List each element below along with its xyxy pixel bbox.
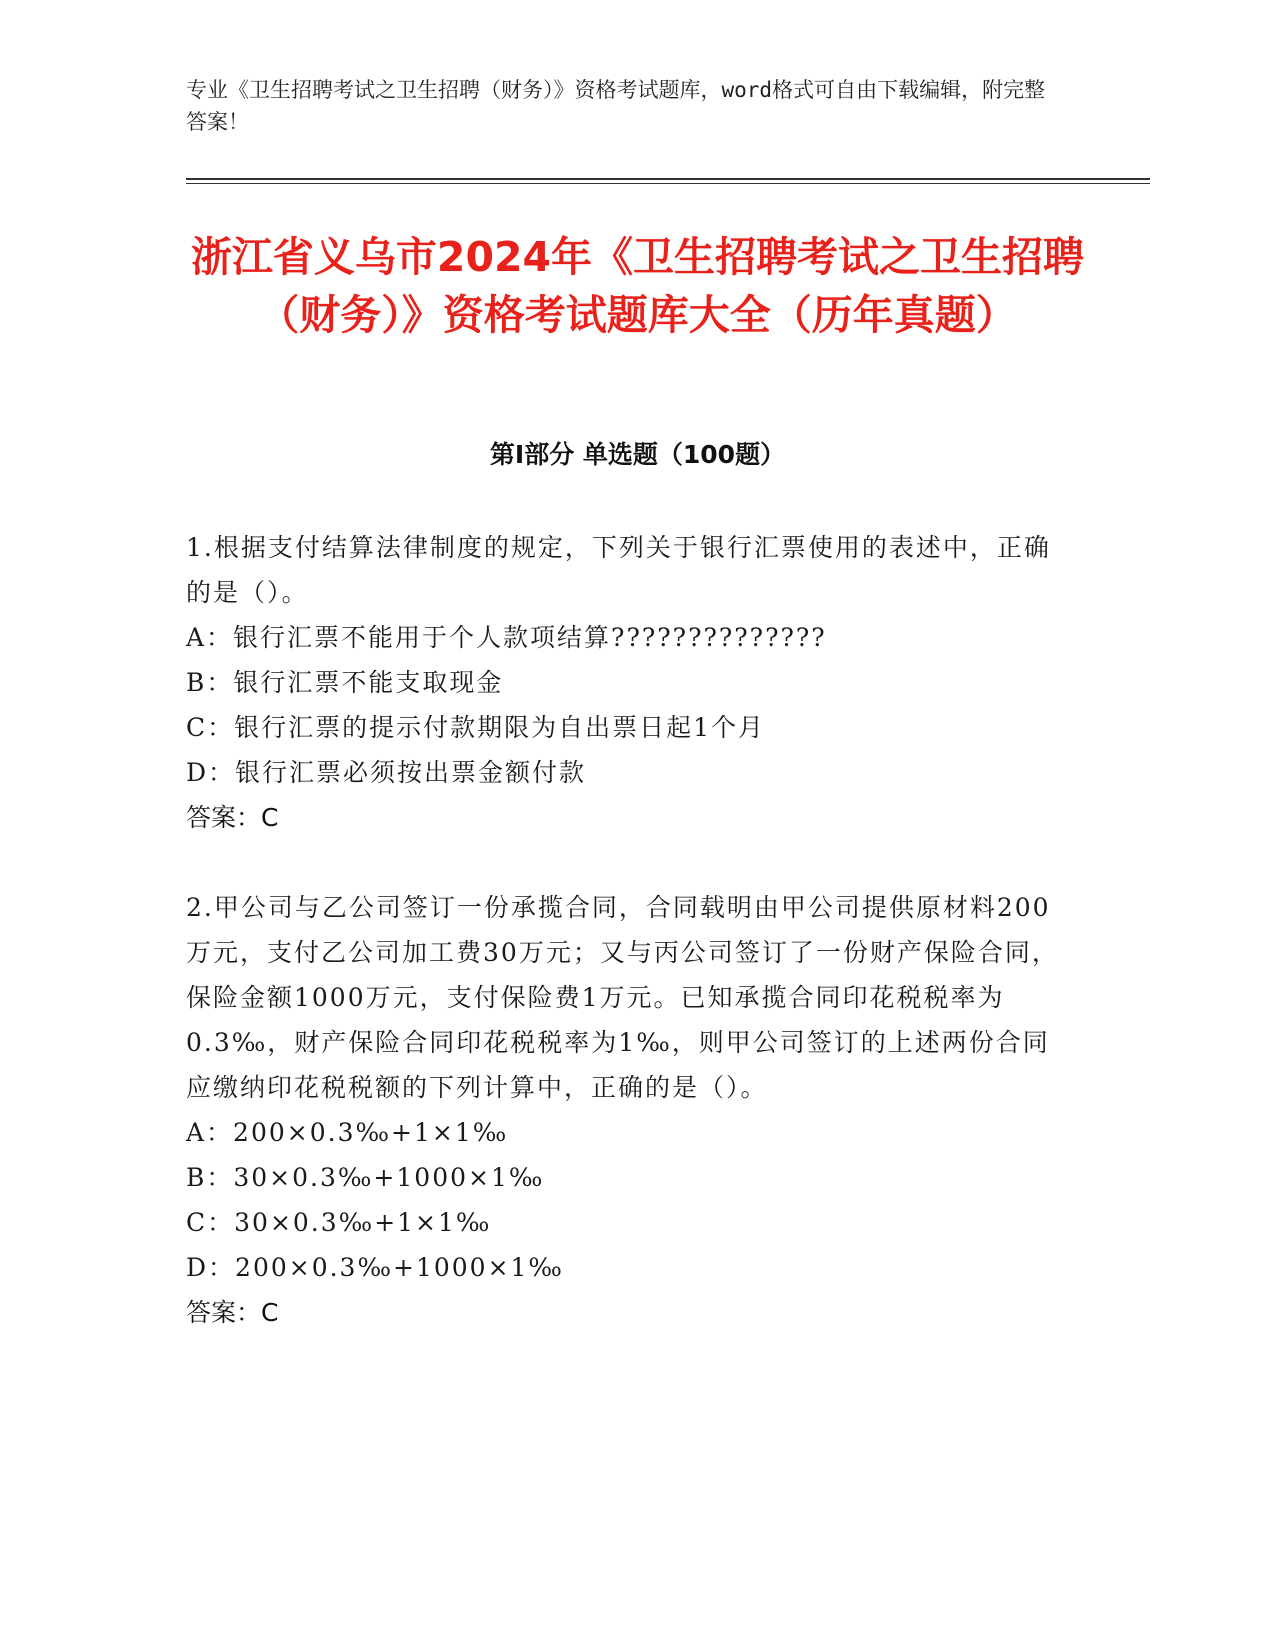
header-divider-thin — [186, 183, 1150, 184]
section-heading: 第Ⅰ部分 单选题（100题） — [489, 440, 786, 469]
question-2 — [186, 885, 1066, 1335]
answer: 答案：C — [186, 803, 279, 832]
option-b: B：银行汇票不能支取现金 — [186, 668, 504, 697]
option-b: B：30×0.3‰+1000×1‰ — [186, 1163, 545, 1192]
document-title: 浙江省义乌市2024年《卫生招聘考试之卫生招聘（财务）》资格考试题库大全（历年真题） — [190, 233, 1085, 339]
option-c: C：银行汇票的提示付款期限为自出票日起1个月 — [186, 713, 766, 742]
option-d: D：银行汇票必须按出票金额付款 — [186, 758, 587, 787]
question-stem: 2.甲公司与乙公司签订一份承揽合同，合同载明由甲公司提供原材料200万元，支付乙公司加工费30万元；又与丙公司签订了一份财产保险合同，保险金额1000万元，支付保险费1万元。已知承揽合同印花税税率为0.3‰，财产保险合同印花税税率为1‰，则甲公司签订的上述两份合同应缴纳印花税税额的下列计算中，正确的是（）。 — [186, 893, 1059, 1102]
option-d: D：200×0.3‰+1000×1‰ — [186, 1253, 564, 1282]
option-a: A：200×0.3‰+1×1‰ — [186, 1118, 509, 1147]
option-a: A：银行汇票不能用于个人款项结算?????????????? — [186, 623, 827, 652]
option-c: C：30×0.3‰+1×1‰ — [186, 1208, 492, 1237]
question-1 — [186, 525, 1066, 840]
question-stem: 1.根据支付结算法律制度的规定，下列关于银行汇票使用的表述中，正确的是（）。 — [186, 533, 1051, 607]
answer: 答案：C — [186, 1298, 279, 1327]
header-divider-thick — [186, 178, 1150, 180]
header-note: 专业《卫生招聘考试之卫生招聘（财务）》资格考试题库，word格式可自由下载编辑，附完整答案！ — [186, 78, 1046, 134]
